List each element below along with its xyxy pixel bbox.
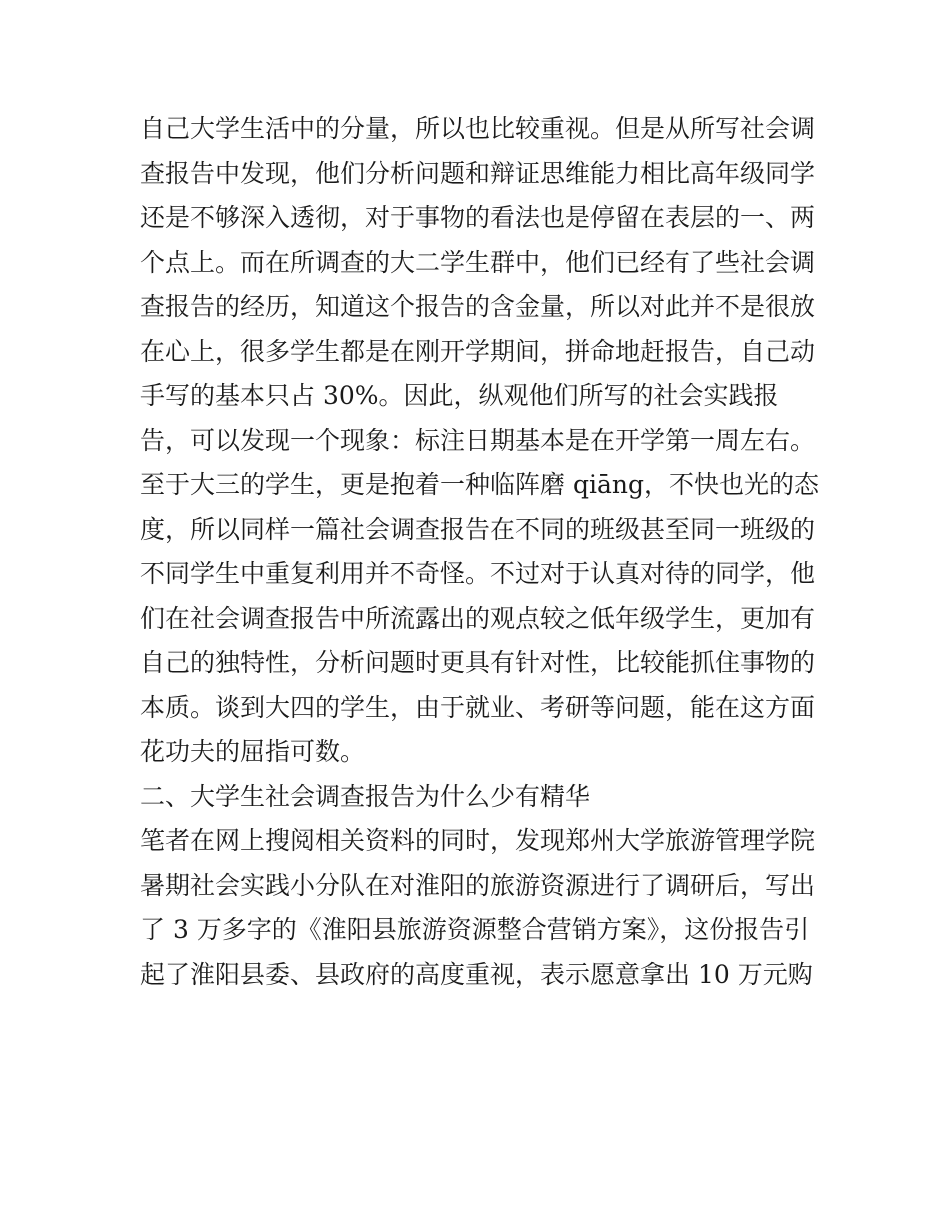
- text-line: 花功夫的屈指可数。: [140, 737, 366, 766]
- section-heading: 二、大学生社会调查报告为什么少有精华: [140, 781, 591, 811]
- text-line: 在心上，很多学生都是在刚开学期间，拼命地赶报告，自己动: [140, 336, 816, 366]
- text-line: 们在社会调查报告中所流露出的观点较之低年级学生，更加有: [140, 603, 816, 633]
- text-line: 个点上。而在所调查的大二学生群中，他们已经有了些社会调: [140, 247, 816, 277]
- text-line: 查报告的经历，知道这个报告的含金量，所以对此并不是很放: [140, 292, 816, 321]
- text-line: 自己的独特性，分析问题时更具有针对性，比较能抓住事物的: [140, 648, 816, 677]
- text-line: 本质。谈到大四的学生，由于就业、考研等问题，能在这方面: [140, 692, 816, 722]
- text-line: 起了淮阳县委、县政府的高度重视，表示愿意拿出 10 万元购: [140, 959, 813, 989]
- text-line: 告，可以发现一个现象：标注日期基本是在开学第一周左右。: [140, 425, 816, 455]
- text-line: 至于大三的学生，更是抱着一种临阵磨 qiāng，不快也光的态: [140, 470, 819, 499]
- text-line: 暑期社会实践小分队在对淮阳的旅游资源进行了调研后，写出: [140, 870, 816, 900]
- text-line: 不同学生中重复利用并不奇怪。不过对于认真对待的同学，他: [140, 559, 816, 588]
- text-line: 还是不够深入透彻，对于事物的看法也是停留在表层的一、两: [140, 203, 816, 232]
- body-text: [140, 107, 820, 997]
- text-line: 度，所以同样一篇社会调查报告在不同的班级甚至同一班级的: [140, 514, 816, 544]
- text-line: 笔者在网上搜阅相关资料的同时，发现郑州大学旅游管理学院: [140, 826, 816, 855]
- text-line: 自己大学生活中的分量，所以也比较重视。但是从所写社会调: [140, 114, 816, 143]
- text-line: 了 3 万多字的《淮阳县旅游资源整合营销方案》，这份报告引: [140, 915, 810, 944]
- text-line: 查报告中发现，他们分析问题和辩证思维能力相比高年级同学: [140, 158, 816, 188]
- text-line: 手写的基本只占 30%。因此，纵观他们所写的社会实践报: [140, 381, 779, 410]
